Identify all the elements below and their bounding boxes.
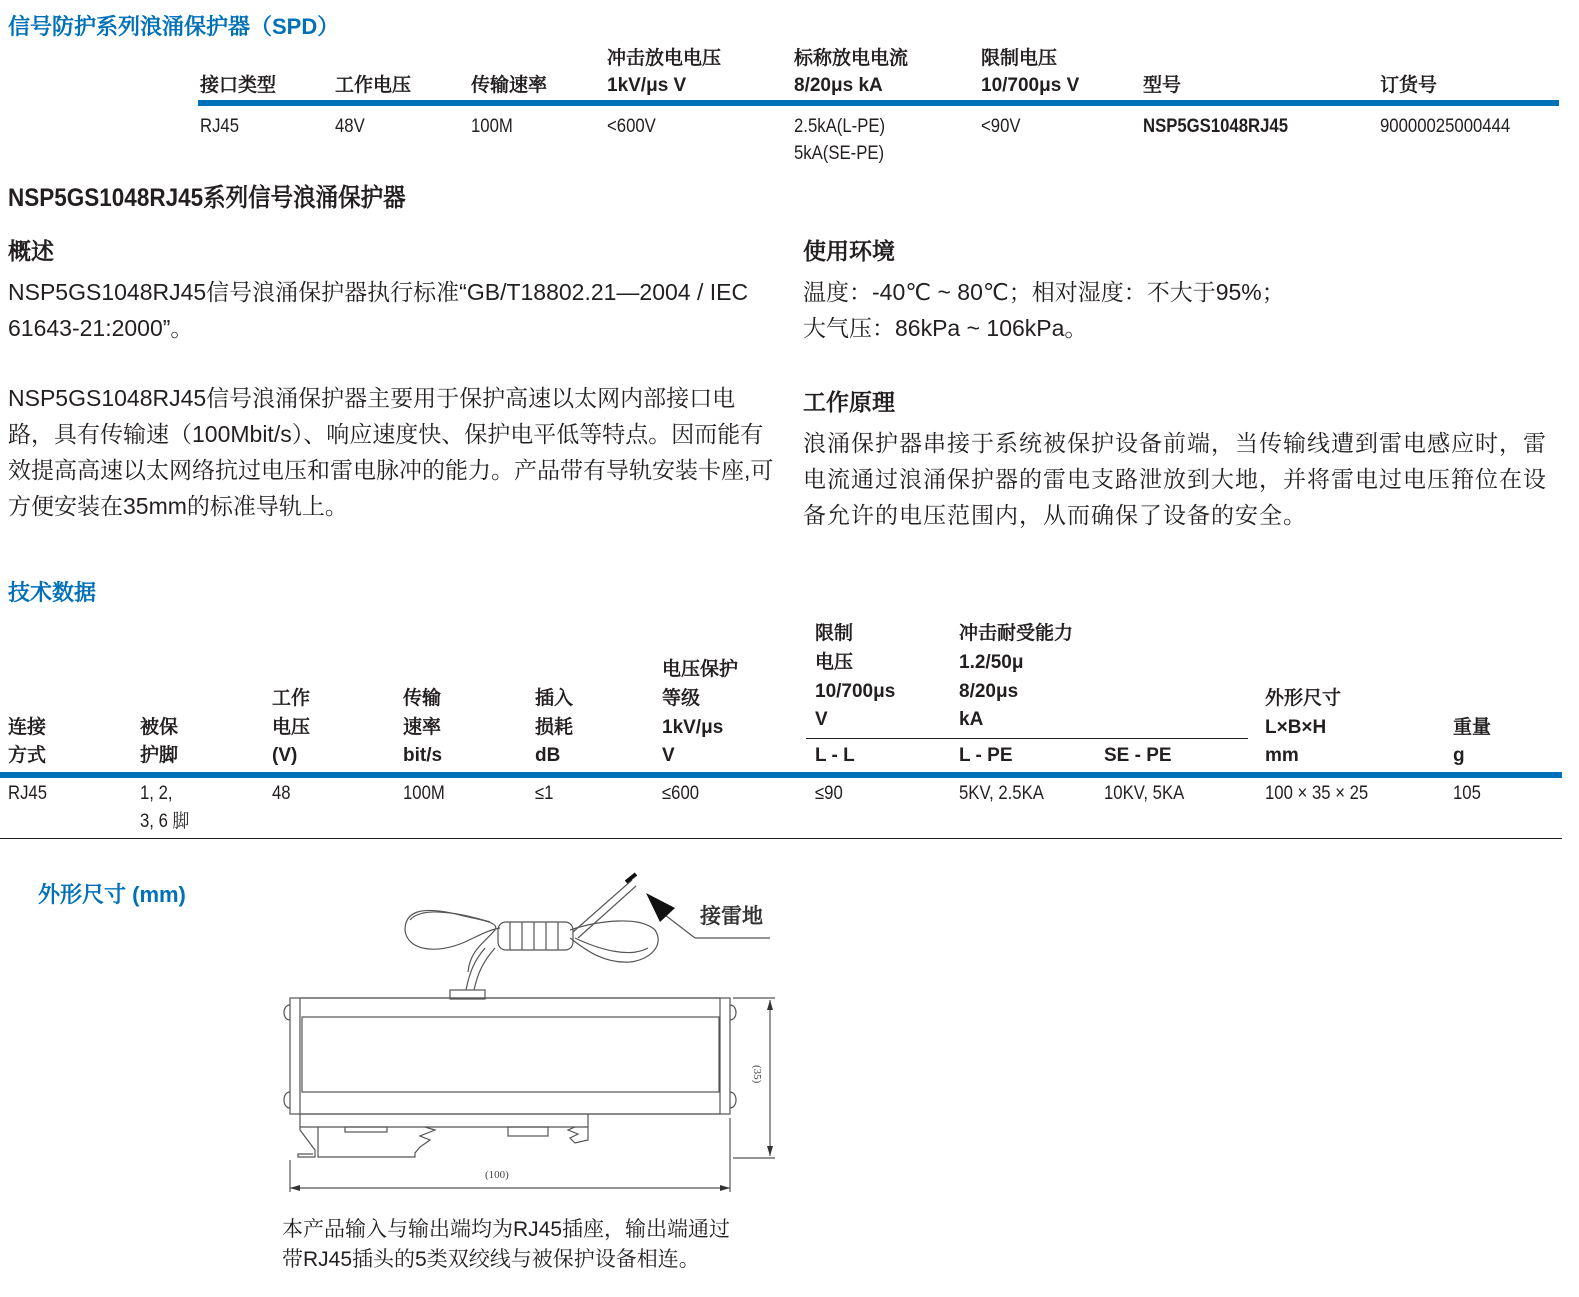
- th-limit-1: 限制: [815, 623, 854, 644]
- th-dim-3: mm: [1265, 745, 1299, 766]
- overview-para-2: NSP5GS1048RJ45信号浪涌保护器主要用于保护高速以太网内部接口电路，具有传输速（100Mbit/s）、响应速度快、保护电平低等特点。因而能有效提高高速以太网络抗过电压和雷电脉冲的能力。产品带有导轨安装卡座,可方便安装在35mm的标准导轨上。: [8, 385, 774, 519]
- impulse-group-rule: [806, 738, 1248, 739]
- th-pins-1: 被保: [140, 717, 179, 738]
- th-protection-1: 电压保护: [662, 659, 739, 680]
- ground-label: 接雷地: [700, 905, 763, 928]
- th-rate-1: 传输: [403, 688, 442, 709]
- cell-pins-1: 1, 2,: [140, 783, 173, 804]
- th-limit-2: 电压: [815, 652, 854, 673]
- col-header-limit-l2: 10/700μs V: [981, 75, 1080, 96]
- col-header-voltage: 工作电压: [335, 75, 412, 96]
- cell-impulse-voltage: <600V: [607, 116, 656, 137]
- th-loss-2: 损耗: [535, 717, 574, 738]
- col-header-rate: 传输速率: [471, 75, 548, 96]
- spd-header-rule: [198, 100, 1559, 106]
- th-impulse-2: 1.2/50μ: [959, 652, 1024, 673]
- col-header-interface: 接口类型: [200, 75, 277, 96]
- th-loss-1: 插入: [535, 688, 574, 709]
- product-title: NSP5GS1048RJ45系列信号浪涌保护器: [8, 184, 406, 212]
- th-limit-3: 10/700μs: [815, 681, 896, 702]
- col-header-impulse-l1: 冲击放电电压: [607, 48, 722, 69]
- th-weight-1: 重量: [1453, 717, 1492, 738]
- cell-rate: 100M: [403, 783, 445, 804]
- cell-pins-2: 3, 6 脚: [140, 811, 190, 832]
- th-sub-ll: L - L: [815, 745, 855, 766]
- overview-heading: 概述: [8, 238, 54, 264]
- cell-impulse-lpe: 5KV, 2.5KA: [959, 783, 1044, 804]
- col-header-model: 型号: [1143, 75, 1182, 96]
- cell-impulse-sepe: 10KV, 5KA: [1104, 783, 1185, 804]
- environment-line-1: 温度：-40℃ ~ 80℃；相对湿度：不大于95%；: [803, 279, 1285, 305]
- cell-protection-level: ≤600: [662, 783, 700, 804]
- cell-model: NSP5GS1048RJ45: [1143, 116, 1289, 137]
- th-loss-3: dB: [535, 745, 561, 766]
- th-connection-2: 方式: [8, 745, 47, 766]
- tech-bottom-rule: [0, 838, 1562, 839]
- cell-weight: 105: [1453, 783, 1481, 804]
- tech-data-title: 技术数据: [8, 580, 97, 605]
- cell-nominal-current-1: 2.5kA(L-PE): [794, 116, 886, 137]
- cell-connection: RJ45: [8, 783, 48, 804]
- th-protection-2: 等级: [662, 688, 701, 709]
- th-dim-1: 外形尺寸: [1265, 688, 1342, 709]
- figure-caption-2: 带RJ45插头的5类双绞线与被保护设备相连。: [282, 1248, 700, 1271]
- th-protection-4: V: [662, 745, 675, 766]
- th-impulse-4: kA: [959, 709, 984, 730]
- principle-heading: 工作原理: [803, 389, 895, 415]
- cell-voltage: 48V: [335, 116, 365, 137]
- th-impulse-1: 冲击耐受能力: [959, 623, 1074, 644]
- cell-dimensions: 100 × 35 × 25: [1265, 783, 1369, 804]
- cell-limit-ll: ≤90: [815, 783, 843, 804]
- th-protection-3: 1kV/μs: [662, 717, 724, 738]
- cell-rate: 100M: [471, 116, 513, 137]
- th-impulse-3: 8/20μs: [959, 681, 1019, 702]
- cell-limit-voltage: <90V: [981, 116, 1021, 137]
- environment-line-2: 大气压：86kPa ~ 106kPa。: [803, 315, 1088, 341]
- cell-interface: RJ45: [200, 116, 240, 137]
- overview-para-1: NSP5GS1048RJ45信号浪涌保护器执行标准“GB/T18802.21—2004 / IEC 61643-21:2000”。: [8, 279, 749, 341]
- cell-working-voltage: 48: [272, 783, 291, 804]
- th-connection-1: 连接: [8, 717, 47, 738]
- cell-insertion-loss: ≤1: [535, 783, 554, 804]
- th-rate-2: 速率: [403, 717, 442, 738]
- tech-header-rule: [0, 772, 1562, 778]
- height-dimension-label: (35): [751, 1065, 763, 1084]
- dimension-title: 外形尺寸 (mm): [38, 882, 186, 907]
- spd-section-title: 信号防护系列浪涌保护器（SPD）: [8, 14, 340, 39]
- col-header-nominal-l1: 标称放电电流: [794, 48, 909, 69]
- col-header-limit-l1: 限制电压: [981, 48, 1058, 69]
- th-voltage-1: 工作: [272, 688, 311, 709]
- col-header-impulse-l2: 1kV/μs V: [607, 75, 687, 96]
- principle-text: 浪涌保护器串接于系统被保护设备前端，当传输线遭到雷电感应时，雷电流通过浪涌保护器的雷电支路泄放到大地，并将雷电过电压箝位在设备允许的电压范围内，从而确保了设备的安全。: [803, 430, 1547, 528]
- cell-nominal-current-2: 5kA(SE-PE): [794, 143, 885, 164]
- th-dim-2: L×B×H: [1265, 717, 1327, 738]
- th-sub-sepe: SE - PE: [1104, 745, 1172, 766]
- th-rate-3: bit/s: [403, 745, 443, 766]
- th-sub-lpe: L - PE: [959, 745, 1013, 766]
- cell-order-no: 90000025000444: [1380, 116, 1511, 137]
- th-weight-2: g: [1453, 745, 1465, 766]
- th-voltage-2: 电压: [272, 717, 311, 738]
- col-header-order-no: 订货号: [1380, 75, 1438, 96]
- th-voltage-3: (V): [272, 745, 298, 766]
- figure-caption-1: 本产品输入与输出端均为RJ45插座，输出端通过: [282, 1218, 731, 1241]
- col-header-nominal-l2: 8/20μs kA: [794, 75, 883, 96]
- th-pins-2: 护脚: [140, 745, 179, 766]
- th-limit-4: V: [815, 709, 828, 730]
- width-dimension-label: (100): [485, 1169, 509, 1181]
- environment-heading: 使用环境: [803, 238, 895, 264]
